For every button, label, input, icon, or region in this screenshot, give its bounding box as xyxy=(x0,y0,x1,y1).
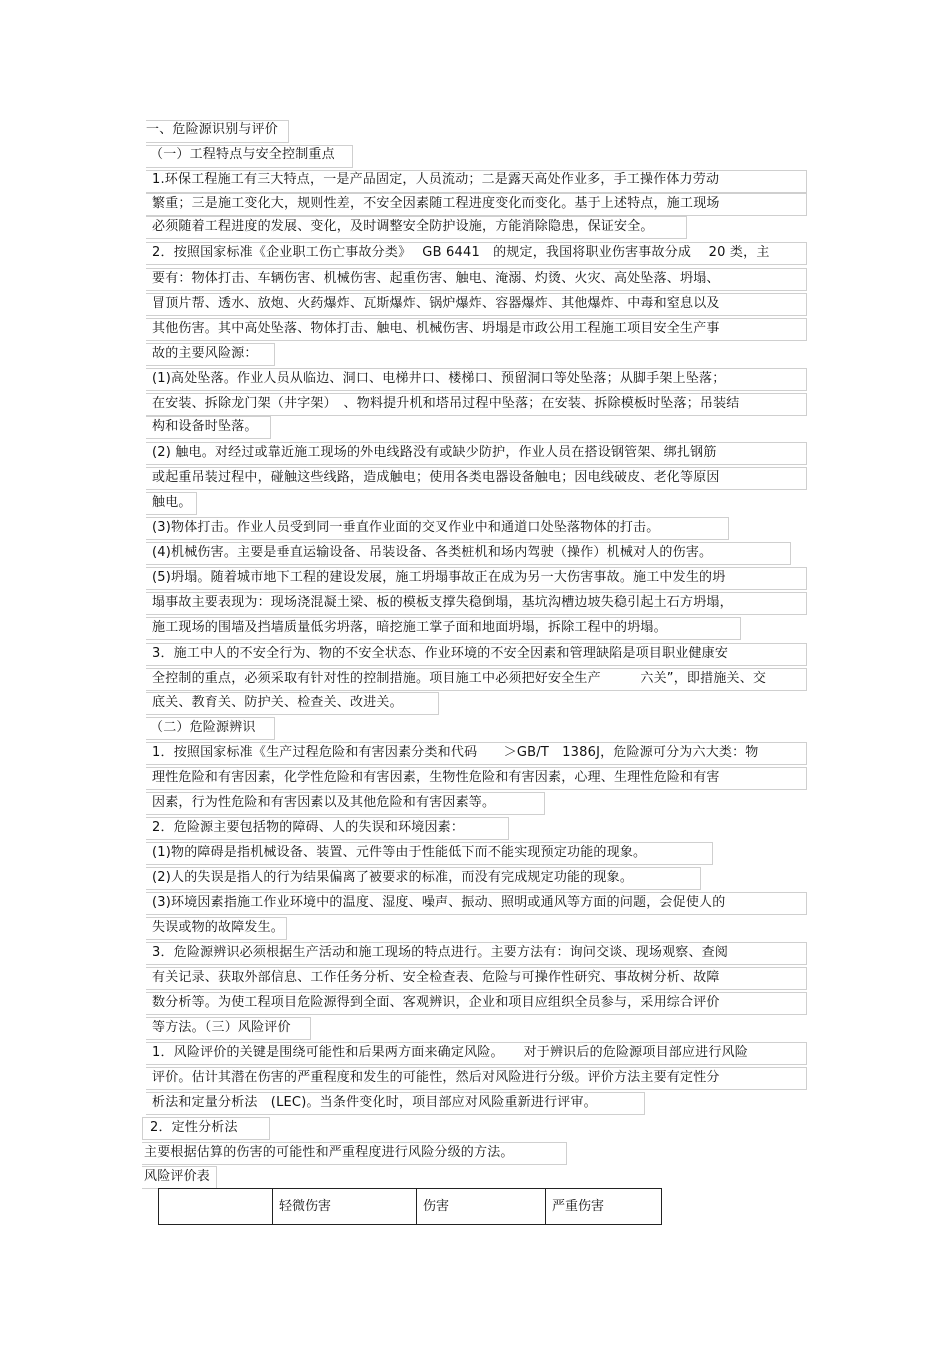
subsection-heading: （一）工程特点与安全控制重点 xyxy=(150,147,335,162)
table-header-cell: 严重伤害 xyxy=(546,1189,662,1225)
table-caption: 风险评价表 xyxy=(144,1169,211,1184)
text-line: 全控制的重点，必须采取有针对性的控制措施。项目施工中必须把好安全生产 六关”，即措施关、交 xyxy=(152,671,767,686)
text-line: 繁重；三是施工变化大，规则性差，不安全因素随工程进度变化而变化。基于上述特点，施工现场 xyxy=(152,196,720,211)
text-line: 因素，行为性危险和有害因素以及其他危险和有害因素等。 xyxy=(152,795,496,810)
text-line: 必须随着工程进度的发展、变化，及时调整安全防护设施，方能消除隐患，保证安全。 xyxy=(152,219,654,234)
risk-evaluation-table xyxy=(158,1188,662,1225)
text-line: 其他伤害。其中高处坠落、物体打击、触电、机械伤害、坍塌是市政公用工程施工项目安全生产事 xyxy=(152,321,720,336)
text-line: 2．危险源主要包括物的障碍、人的失误和环境因素： xyxy=(152,820,465,835)
text-line: (2) 触电。对经过或靠近施工现场的外电线路没有或缺少防护，作业人员在搭设钢管架、绑扎钢筋 xyxy=(152,445,717,460)
text-line: 等方法。（三）风险评价 xyxy=(152,1020,291,1035)
text-line: 构和设备时坠落。 xyxy=(152,419,258,434)
text-line: 或起重吊装过程中，碰触这些线路，造成触电；使用各类电器设备触电；因电线破皮、老化等原因 xyxy=(152,470,720,485)
text-line: (2)人的失误是指人的行为结果偏离了被要求的标准，而没有完成规定功能的现象。 xyxy=(152,870,634,885)
text-line: 数分析等。为使工程项目危险源得到全面、客观辨识，企业和项目应组织全员参与，采用综合评价 xyxy=(152,995,720,1010)
text-line: 触电。 xyxy=(152,495,192,510)
text-line: 冒顶片帮、透水、放炮、火药爆炸、瓦斯爆炸、锅炉爆炸、容器爆炸、其他爆炸、中毒和窒息以及 xyxy=(152,296,720,311)
text-line: (3)环境因素指施工作业环境中的温度、湿度、噪声、振动、照明或通风等方面的问题，会促使人的 xyxy=(152,895,726,910)
text-line: (4)机械伤害。主要是垂直运输设备、吊装设备、各类桩机和场内驾驶（操作）机械对人的伤害。 xyxy=(152,545,713,560)
text-line: (3)物体打击。作业人员受到同一垂直作业面的交叉作业中和通道口处坠落物体的打击。 xyxy=(152,520,660,535)
table-header-cell xyxy=(159,1189,273,1225)
text-line: 评价。估计其潜在伤害的严重程度和发生的可能性，然后对风险进行分级。评价方法主要有定性分 xyxy=(152,1070,720,1085)
table-header-cell: 伤害 xyxy=(417,1189,546,1225)
text-line: 主要根据估算的伤害的可能性和严重程度进行风险分级的方法。 xyxy=(144,1145,514,1160)
text-line: 析法和定量分析法 (LEC)。当条件变化时，项目部应对风险重新进行评审。 xyxy=(152,1095,597,1110)
text-line: 塌事故主要表现为：现场浇混凝土梁、板的模板支撑失稳倒塌，基坑沟槽边坡失稳引起土石方坍塌， xyxy=(152,595,733,610)
text-line: (1)物的障碍是指机械设备、装置、元件等由于性能低下而不能实现预定功能的现象。 xyxy=(152,845,647,860)
text-line: 底关、教育关、防护关、检查关、改进关。 xyxy=(152,695,403,710)
text-line: 3．危险源辨识必须根据生产活动和施工现场的特点进行。主要方法有：询问交谈、现场观察、查阅 xyxy=(152,945,729,960)
table-header-cell: 轻微伤害 xyxy=(273,1189,417,1225)
section-heading: 一、危险源识别与评价 xyxy=(146,122,279,137)
text-line: 2．按照国家标准《企业职工伤亡事故分类》 GB 6441 的规定，我国将职业伤害事故分成 20 类，主 xyxy=(152,245,770,260)
subsection-heading: 2．定性分析法 xyxy=(150,1120,238,1135)
text-line: 1．按照国家标准《生产过程危险和有害因素分类和代码 ＞GB/T 1386J，危险源可分为六大类：物 xyxy=(152,745,759,760)
text-line: 故的主要风险源： xyxy=(152,346,258,361)
text-line: 理性危险和有害因素，化学性危险和有害因素，生物性危险和有害因素，心理、生理性危险和有害 xyxy=(152,770,720,785)
text-line: 在安装、拆除龙门架（井字架） 、物料提升机和塔吊过程中坠落；在安装、拆除模板时坠落；吊装结 xyxy=(152,396,740,411)
text-line: 要有：物体打击、车辆伤害、机械伤害、起重伤害、触电、淹溺、灼烫、火灾、高处坠落、坍塌、 xyxy=(152,271,720,286)
text-line: 施工现场的围墙及挡墙质量低劣坍落，暗挖施工掌子面和地面坍塌，拆除工程中的坍塌。 xyxy=(152,620,667,635)
text-line: (5)坍塌。随着城市地下工程的建设发展，施工坍塌事故正在成为另一大伤害事故。施工中发生的坍 xyxy=(152,570,726,585)
table-header-row xyxy=(159,1189,662,1225)
text-line: 1．风险评价的关键是围绕可能性和后果两方面来确定风险。 对于辨识后的危险源项目部应进行风险 xyxy=(152,1045,748,1060)
subsection-heading: （二）危险源辨识 xyxy=(150,720,256,735)
text-line: 失误或物的故障发生。 xyxy=(152,920,285,935)
text-line: 1.环保工程施工有三大特点，一是产品固定，人员流动；二是露天高处作业多，手工操作体力劳动 xyxy=(152,172,720,187)
text-line: (1)高处坠落。作业人员从临边、洞口、电梯井口、楼梯口、预留洞口等处坠落；从脚手架上坠落； xyxy=(152,371,726,386)
text-line: 3．施工中人的不安全行为、物的不安全状态、作业环境的不安全因素和管理缺陷是项目职业健康安 xyxy=(152,646,729,661)
text-line: 有关记录、获取外部信息、工作任务分析、安全检查表、危险与可操作性研究、事故树分析、故障 xyxy=(152,970,720,985)
